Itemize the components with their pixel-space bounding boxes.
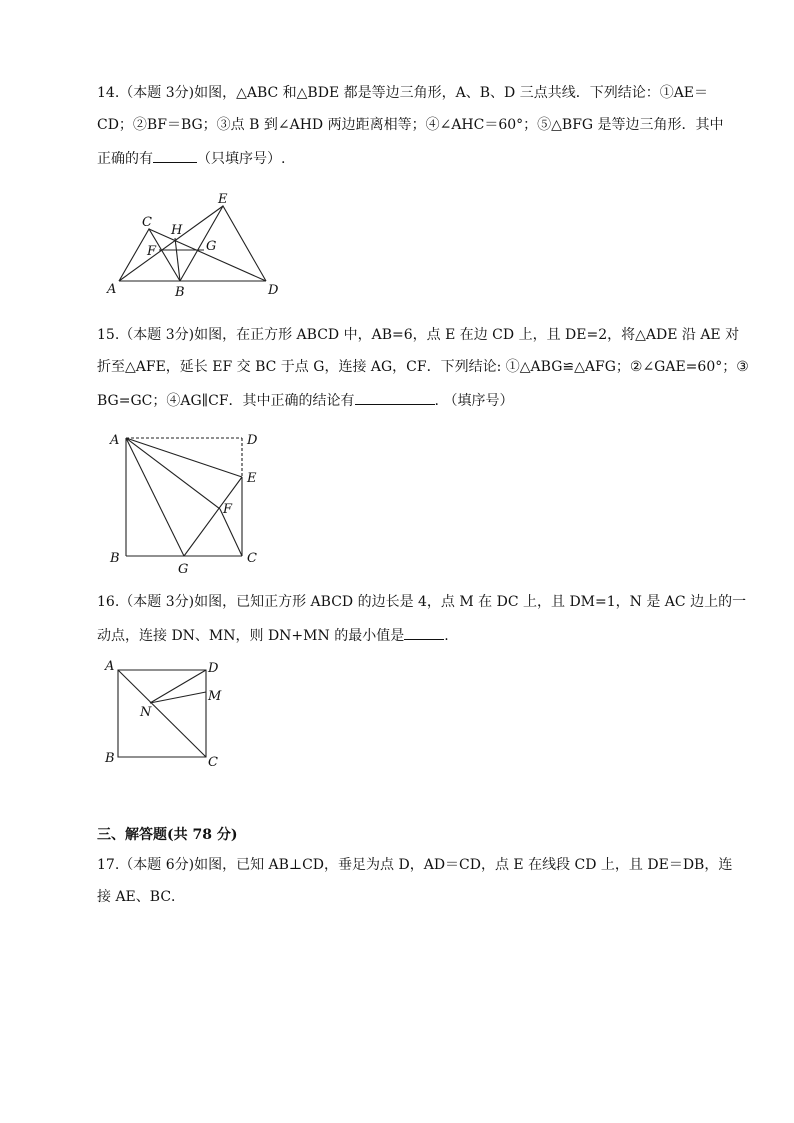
q16-figure bbox=[100, 658, 230, 770]
q14-label-a: A bbox=[107, 282, 117, 297]
q15-line-2: 折至△AFE，延长 EF 交 BC 于点 G，连接 AG，CF．下列结论: ①△ABG≌△AFG；②∠GAE=60°；③ bbox=[97, 359, 749, 375]
q15-label-g: G bbox=[178, 562, 189, 577]
q14-label-c: C bbox=[142, 215, 152, 230]
q14-line-2: CD；②BF＝BG；③点 B 到∠AHD 两边距离相等；④∠AHC＝60°；⑤△BFG 是等边三角形．其中 bbox=[97, 117, 724, 133]
q16-line-2 bbox=[97, 625, 449, 645]
q14-label-e: E bbox=[218, 192, 228, 207]
q15-prompt: BG=GC；④AG∥CF．其中正确的结论有 bbox=[97, 393, 355, 409]
q14-label-d: D bbox=[268, 283, 279, 298]
q14-figure bbox=[105, 190, 290, 302]
q15-answer-blank[interactable] bbox=[355, 390, 435, 405]
q15-label-e: E bbox=[247, 471, 257, 486]
q16-answer-blank[interactable] bbox=[404, 625, 444, 640]
q17-line-1: 17.（本题 6分)如图，已知 AB⊥CD，垂足为点 D，AD＝CD，点 E 在线段 CD 上，且 DE＝DB，连 bbox=[97, 857, 733, 873]
q14-triangle-bde bbox=[180, 206, 266, 281]
q14-answer-blank[interactable] bbox=[153, 148, 197, 163]
q16-label-d: D bbox=[208, 661, 219, 676]
q16-label-a: A bbox=[105, 659, 115, 674]
q15-suffix: . （填序号） bbox=[434, 393, 514, 409]
q16-label-m: M bbox=[208, 689, 222, 704]
q15-seg-af bbox=[126, 438, 220, 509]
q14-line-3 bbox=[97, 148, 285, 168]
q16-diagonal-ac bbox=[118, 670, 206, 757]
q15-label-d: D bbox=[247, 433, 258, 448]
q15-figure bbox=[105, 428, 265, 576]
q15-line-1: 15.（本题 3分)如图，在正方形 ABCD 中，AB=6，点 E 在边 CD 上，且 DE=2，将△ADE 沿 AE 对 bbox=[97, 327, 740, 343]
q16-label-b: B bbox=[105, 751, 115, 766]
q16-label-n: N bbox=[140, 705, 152, 720]
q17-line-2: 接 AE、BC． bbox=[97, 889, 186, 905]
q15-seg-ae bbox=[126, 438, 242, 477]
q14-label-g: G bbox=[206, 239, 217, 254]
q15-line-3 bbox=[97, 390, 513, 410]
q16-line-1: 16.（本题 3分)如图，已知正方形 ABCD 的边长是 4，点 M 在 DC 上，且 DM=1，N 是 AC 边上的一 bbox=[97, 594, 747, 610]
q16-label-c: C bbox=[208, 755, 218, 770]
q14-label-b: B bbox=[175, 285, 185, 300]
q15-label-a: A bbox=[110, 433, 120, 448]
q15-seg-ag bbox=[126, 438, 184, 556]
q14-seg-cd bbox=[149, 229, 266, 281]
q16-prompt: 动点，连接 DN、MN，则 DN+MN 的最小值是 bbox=[97, 628, 405, 644]
q14-line-1: 14.（本题 3分)如图，△ABC 和△BDE 都是等边三角形，A、B、D 三点共线．下列结论：①AE＝ bbox=[97, 85, 709, 101]
q14-suffix: （只填序号）. bbox=[197, 151, 286, 167]
q14-label-h: H bbox=[171, 223, 183, 238]
section-title-answers: 三、解答题(共 78 分) bbox=[97, 827, 238, 843]
q14-prompt: 正确的有 bbox=[97, 151, 153, 167]
q15-label-c: C bbox=[247, 551, 257, 566]
q15-label-b: B bbox=[110, 551, 120, 566]
q16-suffix: . bbox=[444, 628, 449, 644]
q15-label-f: F bbox=[223, 502, 233, 517]
q14-label-f: F bbox=[147, 244, 157, 259]
